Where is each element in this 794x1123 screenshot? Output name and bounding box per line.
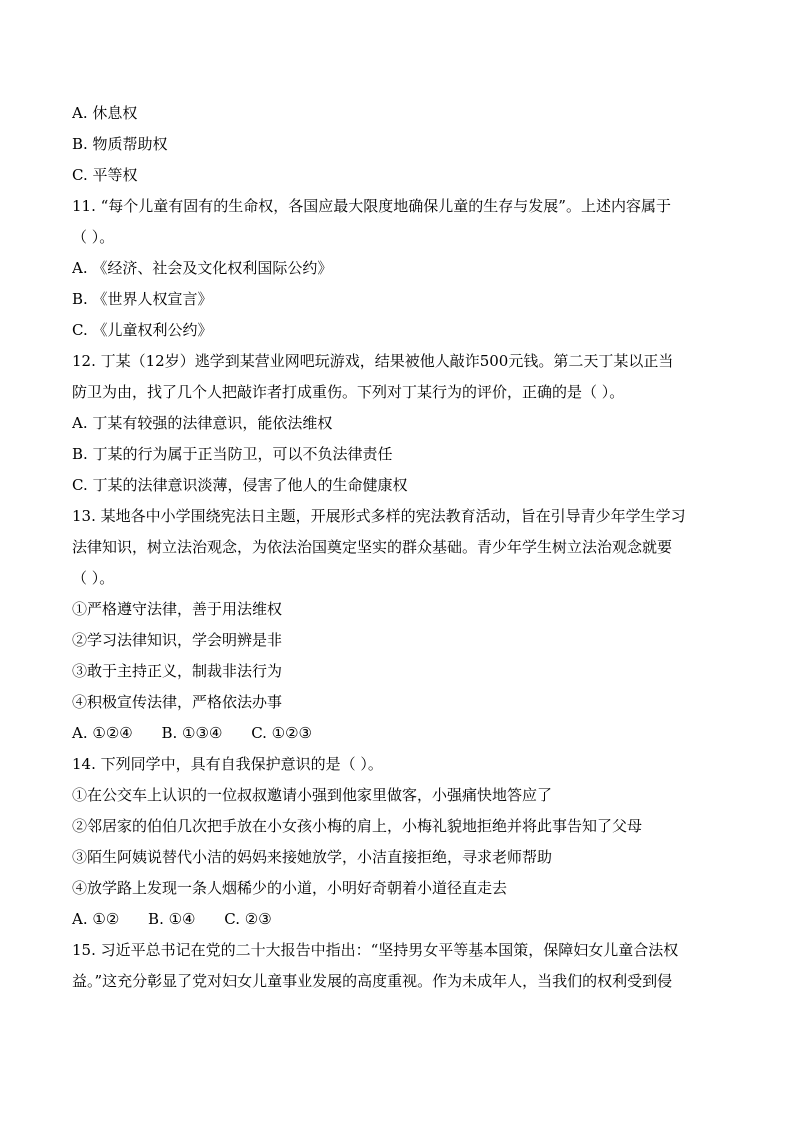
q12-option-a: A. 丁某有较强的法律意识，能依法维权 xyxy=(72,414,333,432)
q10-option-a: A. 休息权 xyxy=(72,104,138,122)
q11-option-a: A. 《经济、社会及文化权利国际公约》 xyxy=(72,259,333,277)
q12-option-b: B. 丁某的行为属于正当防卫，可以不负法律责任 xyxy=(72,445,393,463)
q14-option-b: B. ①④ xyxy=(148,910,196,928)
q12-option-c: C. 丁某的法律意识淡薄，侵害了他人的生命健康权 xyxy=(72,476,408,494)
q13-item-2: ②学习法律知识，学会明辨是非 xyxy=(72,631,283,649)
q14-item-1: ①在公交车上认识的一位叔叔邀请小强到他家里做客，小强痛快地答应了 xyxy=(72,786,553,804)
q14-item-2: ②邻居家的伯伯几次把手放在小女孩小梅的肩上，小梅礼貌地拒绝并将此事告知了父母 xyxy=(72,817,643,835)
q13-item-3: ③敢于主持正义，制裁非法行为 xyxy=(72,662,283,680)
q10-option-b: B. 物质帮助权 xyxy=(72,135,168,153)
q14-stem-line-1: 14. 下列同学中，具有自我保护意识的是（ ）。 xyxy=(72,755,383,773)
exam-page xyxy=(72,98,723,997)
q14-options-row xyxy=(72,904,723,935)
q14-option-a: A. ①② xyxy=(72,910,120,928)
q14-option-c: C. ②③ xyxy=(224,910,272,928)
q13-stem-line-3: （ ）。 xyxy=(72,569,115,587)
q14-item-4: ④放学路上发现一条人烟稀少的小道，小明好奇朝着小道径直走去 xyxy=(72,879,508,897)
q11-option-c: C. 《儿童权利公约》 xyxy=(72,321,213,339)
q13-option-c: C. ①②③ xyxy=(251,724,313,742)
q13-stem-line-2: 法律知识，树立法治观念，为依法治国奠定坚实的群众基础。青少年学生树立法治观念就要 xyxy=(72,538,673,556)
q15-stem-line-1: 15. 习近平总书记在党的二十大报告中指出：“坚持男女平等基本国策，保障妇女儿童合法权 xyxy=(72,941,679,959)
q13-option-b: B. ①③④ xyxy=(161,724,223,742)
q11-stem-line-1: 11. “每个儿童有固有的生命权，各国应最大限度地确保儿童的生存与发展”。上述内容属于 xyxy=(72,197,671,215)
q12-stem-line-2: 防卫为由，找了几个人把敲诈者打成重伤。下列对丁某行为的评价，正确的是（ ）。 xyxy=(72,383,625,401)
q13-item-4: ④积极宣传法律，严格依法办事 xyxy=(72,693,283,711)
q10-option-c: C. 平等权 xyxy=(72,166,138,184)
q13-item-1: ①严格遵守法律，善于用法维权 xyxy=(72,600,283,618)
q11-stem-line-2: （ ）。 xyxy=(72,228,115,246)
q15-stem-line-2: 益。”这充分彰显了党对妇女儿童事业发展的高度重视。作为未成年人，当我们的权利受到侵 xyxy=(72,972,673,990)
q14-item-3: ③陌生阿姨说替代小洁的妈妈来接她放学，小洁直接拒绝，寻求老师帮助 xyxy=(72,848,553,866)
q13-stem-line-1: 13. 某地各中小学围绕宪法日主题，开展形式多样的宪法教育活动，旨在引导青少年学生学习 xyxy=(72,507,686,525)
q13-options-row xyxy=(72,718,723,749)
q11-option-b: B. 《世界人权宣言》 xyxy=(72,290,213,308)
q13-option-a: A. ①②④ xyxy=(72,724,133,742)
q12-stem-line-1: 12. 丁某（12岁）逃学到某营业网吧玩游戏，结果被他人敲诈500元钱。第二天丁某以正当 xyxy=(72,352,674,370)
